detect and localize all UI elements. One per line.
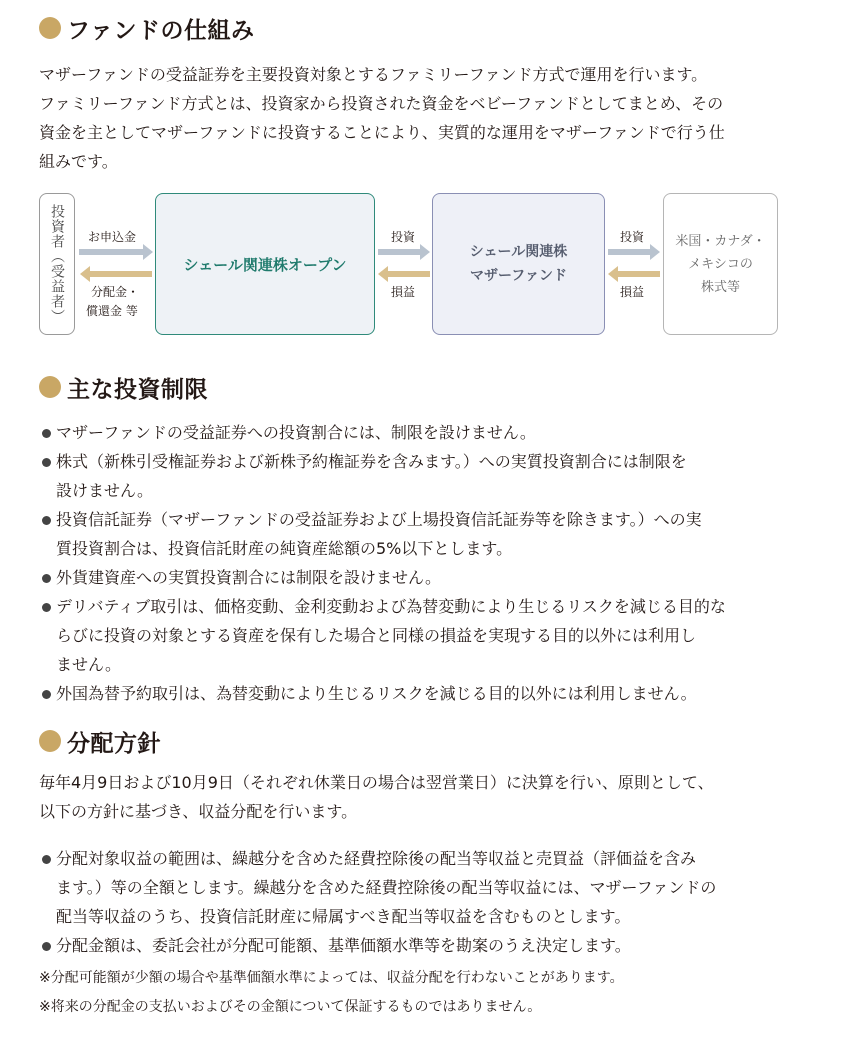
paragraph-line: マザーファンドの受益証券を主要投資対象とするファミリーファンド方式で運用を行います。 [39, 65, 708, 84]
footnote: ※将来の分配金の支払いおよびその金額について保証するものではありません。 [39, 999, 542, 1015]
footnotes [39, 964, 624, 1022]
list-item [39, 844, 809, 931]
list-item [39, 418, 809, 447]
list-item [39, 931, 809, 960]
list-item-line: 投資信託証券（マザーファンドの受益証券および上場投資信託証券等を除きます。）への実 [56, 510, 702, 529]
section-heading-distribution-policy [39, 724, 161, 758]
paragraph-line: ファミリーファンド方式とは、投資家から投資された資金をベビーファンドとしてまとめ、その [39, 94, 724, 113]
list-item-line: 外貨建資産への実質投資割合には制限を設けません。 [56, 568, 441, 587]
fund-structure-paragraph [39, 60, 799, 176]
profit-arrow-icon [617, 271, 660, 277]
profit-arrow-icon [387, 271, 430, 277]
distribution-label-2: 償還金 等 [86, 304, 138, 318]
invest-arrow-icon [378, 249, 421, 255]
list-item-line: マザーファンドの受益証券への投資割合には、制限を設けません。 [56, 423, 536, 442]
heading-bullet-icon [39, 376, 61, 398]
list-item-line: ません。 [56, 655, 121, 674]
mother-fund-line2: マザーファンド [469, 268, 568, 284]
list-item-line: らびに投資の対象とする資産を保有した場合と同様の損益を実現する目的以外には利用し [56, 626, 697, 645]
section-heading-investment-restrictions [39, 370, 208, 404]
list-item [39, 447, 809, 505]
invest-label-2: 投資 [620, 230, 645, 244]
list-item [39, 505, 809, 563]
fund-box [155, 193, 375, 335]
target-line3: 株式等 [700, 279, 740, 295]
paragraph-line: 資金を主としてマザーファンドに投資することにより、実質的な運用をマザーファンドで行う仕 [39, 123, 725, 142]
investment-target-box [663, 193, 778, 335]
list-item-line: 設けません。 [56, 481, 153, 500]
list-item-line: 外国為替予約取引は、為替変動により生じるリスクを減じる目的以外には利用しません。 [56, 684, 697, 703]
investment-restrictions-list [39, 418, 809, 708]
invest-arrow-icon [608, 249, 651, 255]
target-line2: メキシコの [688, 256, 753, 272]
list-item-line: 分配対象収益の範囲は、繰越分を含めた経費控除後の配当等収益と売買益（評価益を含み [56, 849, 697, 868]
section-heading-fund-structure [39, 11, 255, 45]
heading-text: ファンドの仕組み [67, 17, 255, 44]
list-item [39, 563, 809, 592]
profit-label-1: 損益 [391, 285, 416, 299]
list-item-line: 分配金額は、委託会社が分配可能額、基準価額水準等を勘案のうえ決定します。 [56, 936, 631, 955]
heading-bullet-icon [39, 730, 61, 752]
list-item-line: 株式（新株引受権証券および新株予約権証券を含みます。）への実質投資割合には制限を [56, 452, 687, 471]
paragraph-line: 組みです。 [39, 152, 118, 171]
profit-label-2: 損益 [620, 285, 645, 299]
footnote: ※分配可能額が少額の場合や基準価額水準によっては、収益分配を行わないことがあります。 [39, 970, 624, 986]
target-line1: 米国・カナダ・ [675, 233, 766, 249]
heading-text: 主な投資制限 [67, 376, 208, 403]
investor-box [39, 193, 75, 335]
distribution-policy-list [39, 844, 809, 960]
paragraph-line: 毎年4月9日および10月9日（それぞれ休業日の場合は翌営業日）に決算を行い、原則として、 [39, 773, 714, 792]
list-item-line: ます。）等の全額とします。繰越分を含めた経費控除後の配当等収益には、マザーファンドの [56, 878, 717, 897]
heading-bullet-icon [39, 17, 61, 39]
investor-label: 投資者（受益者） [49, 204, 65, 324]
distribution-label-1: 分配金・ [91, 285, 140, 299]
list-item-line: デリバティブ取引は、価格変動、金利変動および為替変動により生じるリスクを減じる目的な [56, 597, 726, 616]
distribution-arrow-icon [89, 271, 152, 277]
apply-arrow-icon [79, 249, 144, 255]
heading-text: 分配方針 [67, 730, 161, 757]
list-item-line: 配当等収益のうち、投資信託財産に帰属すべき配当等収益を含むものとします。 [56, 907, 631, 926]
list-item-line: 質投資割合は、投資信託財産の純資産総額の5%以下とします。 [56, 539, 513, 558]
fund-name: シェール関連株オープン [183, 255, 347, 274]
apply-label: お申込金 [88, 230, 137, 244]
distribution-policy-paragraph [39, 768, 799, 826]
list-item [39, 679, 809, 708]
paragraph-line: 以下の方針に基づき、収益分配を行います。 [39, 802, 358, 821]
invest-label-1: 投資 [391, 230, 416, 244]
list-item [39, 592, 809, 679]
mother-fund-line1: シェール関連株 [469, 244, 568, 260]
mother-fund-box [432, 193, 605, 335]
